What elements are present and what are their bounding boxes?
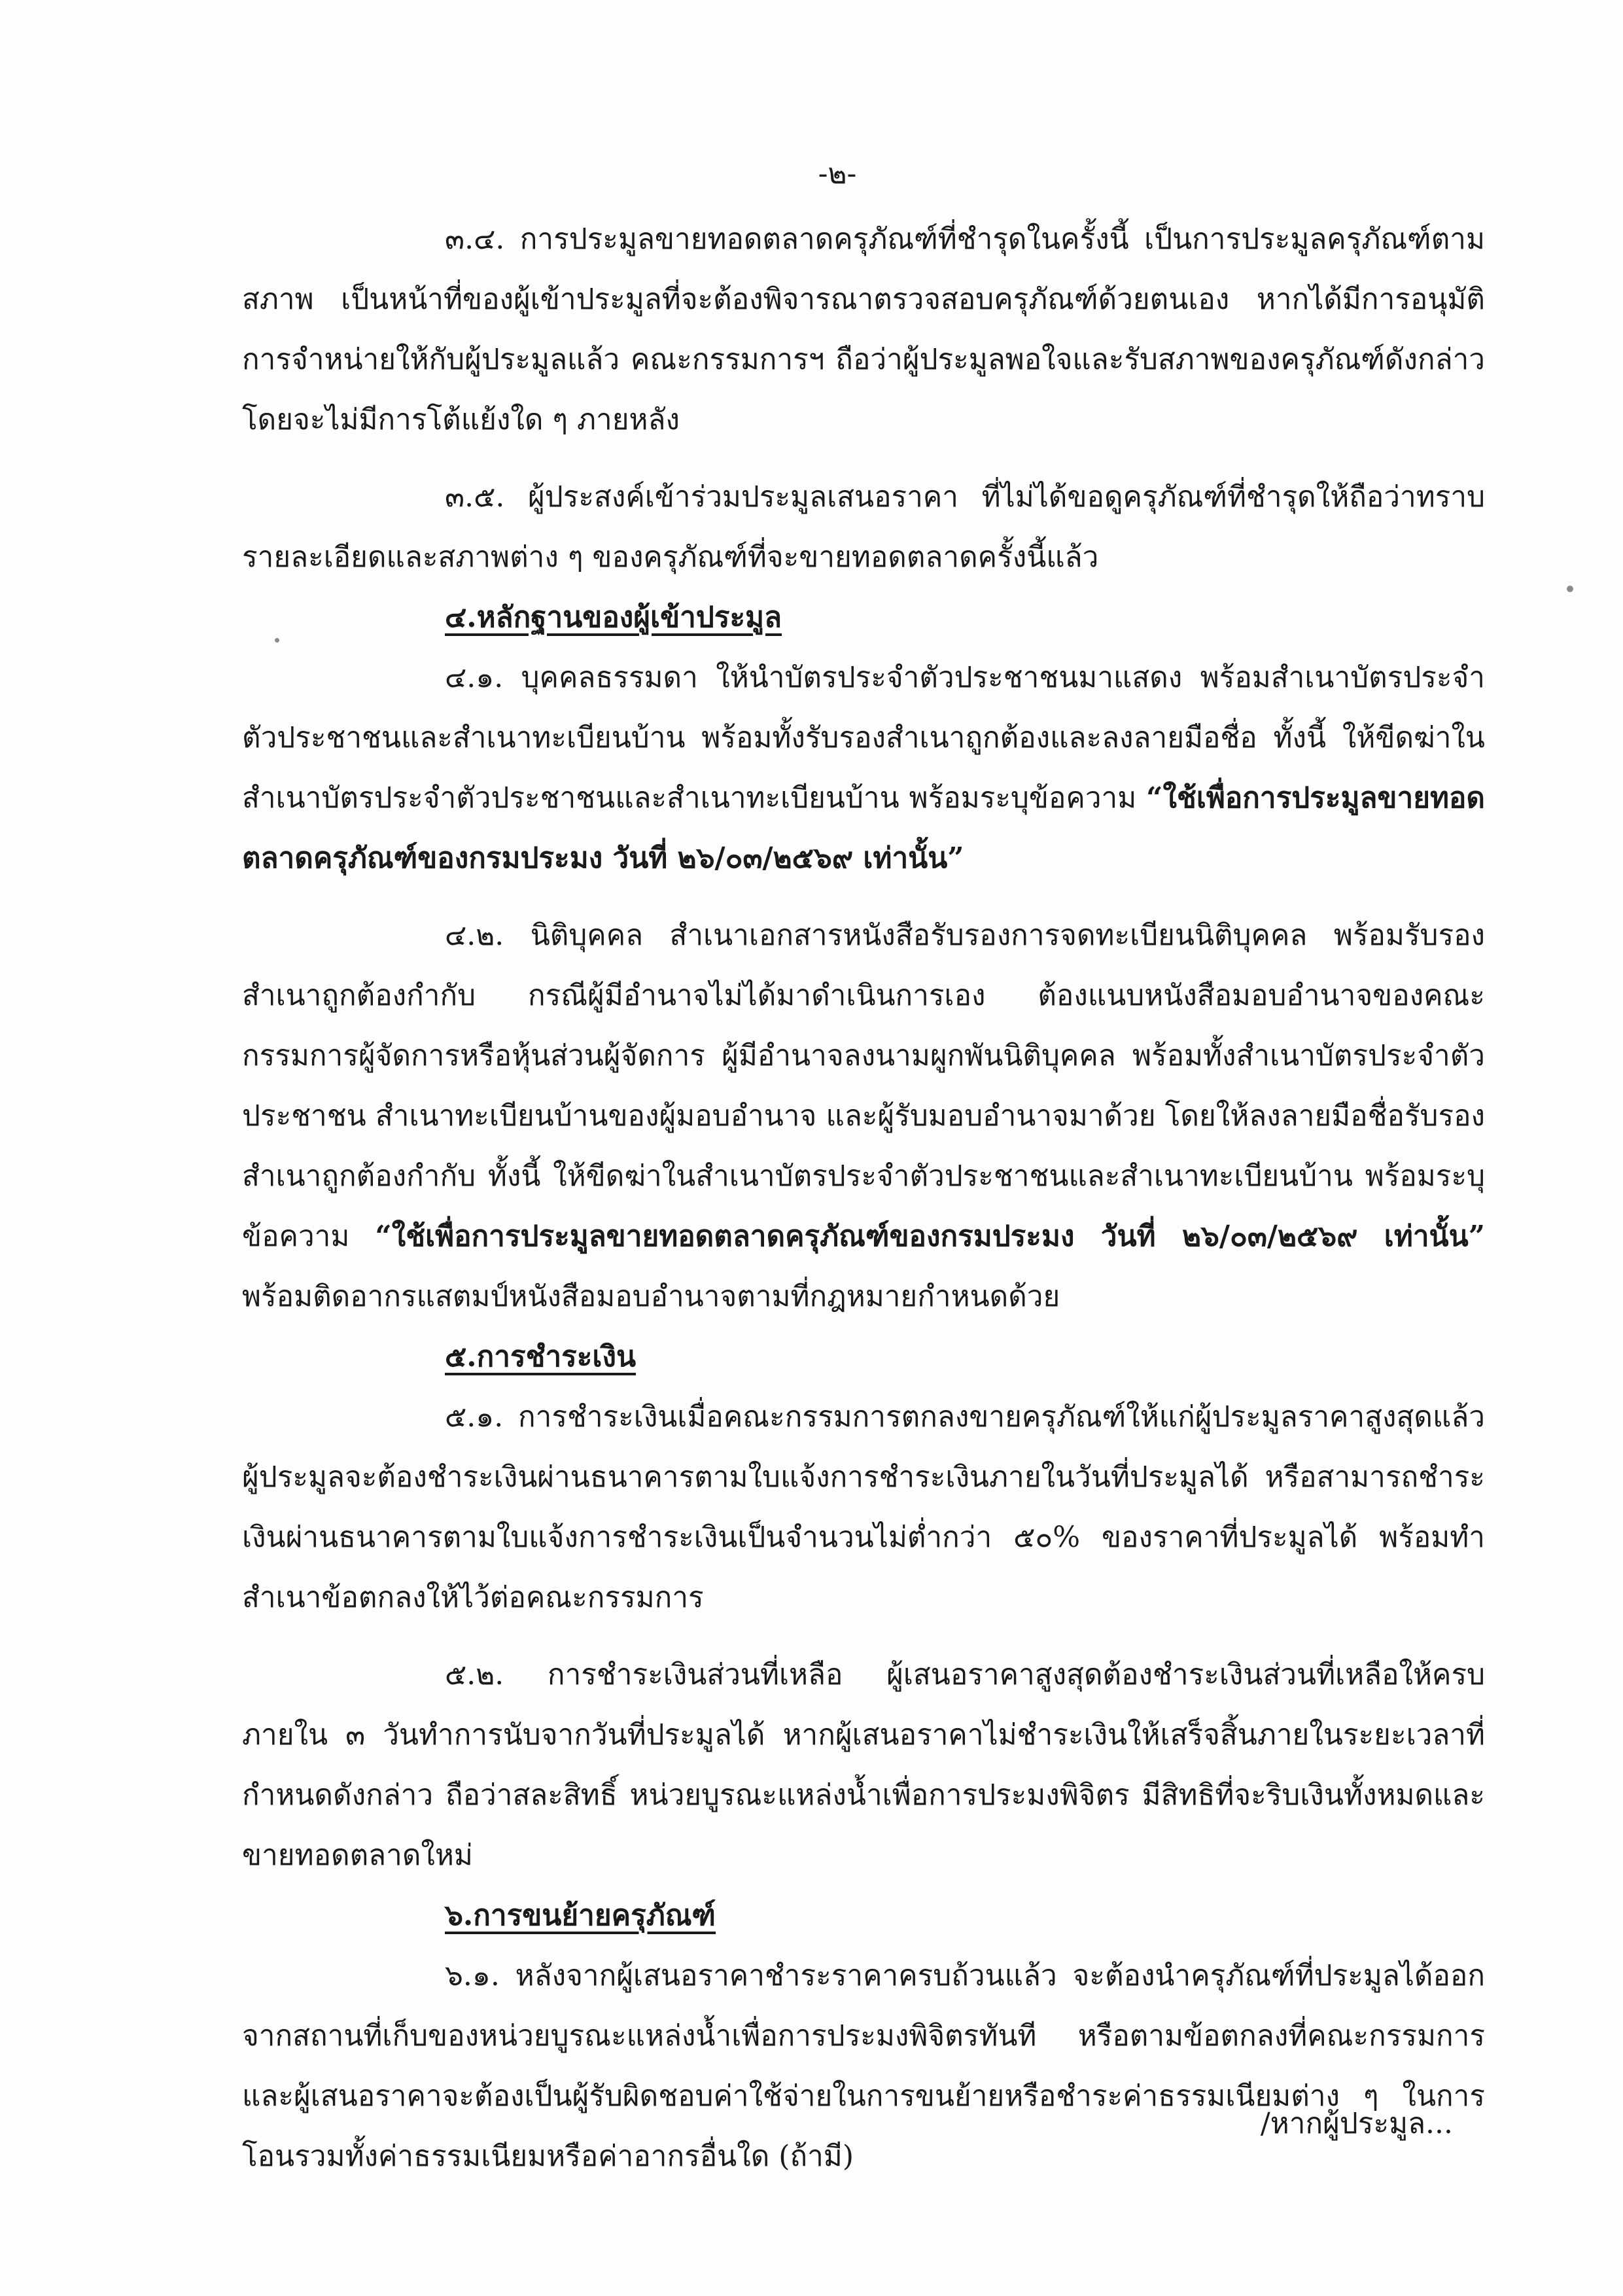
paragraph-4-2 [242, 906, 1485, 1327]
heading-section-4: ๔.หลักฐานของผู้เข้าประมูล [445, 601, 782, 634]
paragraph-4-2-tail: พร้อมติดอากรแสตมป์หนังสือมอบอำนาจตามที่กฎหมายกำหนดด้วย [242, 1280, 1060, 1313]
paragraph-4-1 [242, 648, 1485, 889]
heading-section-5: ๕.การชำระเงิน [445, 1340, 637, 1373]
page-number: -๒- [818, 157, 857, 190]
paragraph-3-5: ๓.๕. ผู้ประสงค์เข้าร่วมประมูลเสนอราคา ที่ไม่ได้ขอดูครุภัณฑ์ที่ชำรุดให้ถือว่าทราบรายละเอียดและสภาพต่าง ๆ ของครุภัณฑ์ที่จะขายทอดตลาดครั้งนี้แล้ว [242, 480, 1485, 574]
paragraph-5-1: ๕.๑. การชำระเงินเมื่อคณะกรรมการตกลงขายครุภัณฑ์ให้แก่ผู้ประมูลราคาสูงสุดแล้ว ผู้ประมูลจะต้องชำระเงินผ่านธนาคารตามใบแจ้งการชำระเงินภายในวันที่ประมูลได้ หรือสามารถชำระเงินผ่านธนาคารตามใบแจ้งการชำระเงินเป็นจำนวนไม่ต่ำกว่า ๕๐% ของราคาที่ประมูลได้ พร้อมทำสำเนาข้อตกลงให้ไว้ต่อคณะกรรมการ [242, 1400, 1485, 1614]
paragraph-4-2-bold: “ใช้เพื่อการประมูลขายทอดตลาดครุภัณฑ์ของกรมประมง วันที่ ๒๖/๐๓/๒๕๖๙ เท่านั้น” [375, 1220, 1486, 1253]
footer-continuation: /หากผู้ประมูล... [1260, 2107, 1453, 2140]
paragraph-5-2: ๕.๒. การชำระเงินส่วนที่เหลือ ผู้เสนอราคาสูงสุดต้องชำระเงินส่วนที่เหลือให้ครบภายใน ๓ วันทำการนับจากวันที่ประมูลได้ หากผู้เสนอราคาไม่ชำระเงินให้เสร็จสิ้นภายในระยะเวลาที่กำหนดดังกล่าว ถือว่าสละสิทธิ์ หน่วยบูรณะแหล่งน้ำเพื่อการประมงพิจิตร มีสิทธิที่จะริบเงินทั้งหมดและขายทอดตลาดใหม่ [242, 1658, 1485, 1872]
paragraph-3-4: ๓.๔. การประมูลขายทอดตลาดครุภัณฑ์ที่ชำรุดในครั้งนี้ เป็นการประมูลครุภัณฑ์ตามสภาพ เป็นหน้าที่ของผู้เข้าประมูลที่จะต้องพิจารณาตรวจสอบครุภัณฑ์ด้วยตนเอง หากได้มีการอนุมัติการจำหน่ายให้กับผู้ประมูลแล้ว คณะกรรมการฯ ถือว่าผู้ประมูลพอใจและรับสภาพของครุภัณฑ์ดังกล่าว โดยจะไม่มีการโต้แย้งใด ๆ ภายหลัง [242, 222, 1485, 436]
document-body [242, 209, 1485, 2187]
scan-speck [275, 638, 279, 643]
paragraph-4-2-text: ๔.๒. นิติบุคคล สำเนาเอกสารหนังสือรับรองการจดทะเบียนนิติบุคคล พร้อมรับรองสำเนาถูกต้องกำกับ กรณีผู้มีอำนาจไม่ได้มาดำเนินการเอง ต้องแนบหนังสือมอบอำนาจของคณะกรรมการผู้จัดการหรือหุ้นส่วนผู้จัดการ ผู้มีอำนาจลงนามผูกพันนิติบุคคล พร้อมทั้งสำเนาบัตรประจำตัวประชาชน สำเนาทะเบียนบ้านของผู้มอบอำนาจ และผู้รับมอบอำนาจมาด้วย โดยให้ลงลายมือชื่อรับรองสำเนาถูกต้องกำกับ ทั้งนี้ ให้ขีดฆ่าในสำเนาบัตรประจำตัวประชาชนและสำเนาทะเบียนบ้าน พร้อมระบุข้อความ [242, 919, 1485, 1253]
paragraph-6-1: ๖.๑. หลังจากผู้เสนอราคาชำระราคาครบถ้วนแล้ว จะต้องนำครุภัณฑ์ที่ประมูลได้ออกจากสถานที่เก็บของหน่วยบูรณะแหล่งน้ำเพื่อการประมงพิจิตรทันที หรือตามข้อตกลงที่คณะกรรมการ และผู้เสนอราคาจะต้องเป็นผู้รับผิดชอบค่าใช้จ่ายในการขนย้ายหรือชำระค่าธรรมเนียมต่าง ๆ ในการโอนรวมทั้งค่าธรรมเนียมหรือค่าอากรอื่นใด (ถ้ามี) [242, 1959, 1485, 2173]
paragraph-4-1-text: ๔.๑. บุคคลธรรมดา ให้นำบัตรประจำตัวประชาชนมาแสดง พร้อมสำเนาบัตรประจำตัวประชาชนและสำเนาทะเบียนบ้าน พร้อมทั้งรับรองสำเนาถูกต้องและลงลายมือชื่อ ทั้งนี้ ให้ขีดฆ่าในสำเนาบัตรประจำตัวประชาชนและสำเนาทะเบียนบ้าน พร้อมระบุข้อความ [242, 661, 1485, 815]
paragraph-4-1-bold: “ใช้เพื่อการประมูลขายทอดตลาดครุภัณฑ์ของกรมประมง วันที่ ๒๖/๐๓/๒๕๖๙ เท่านั้น” [242, 781, 1485, 875]
scan-speck [1567, 586, 1573, 592]
heading-section-6: ๖.การขนย้ายครุภัณฑ์ [445, 1899, 716, 1932]
